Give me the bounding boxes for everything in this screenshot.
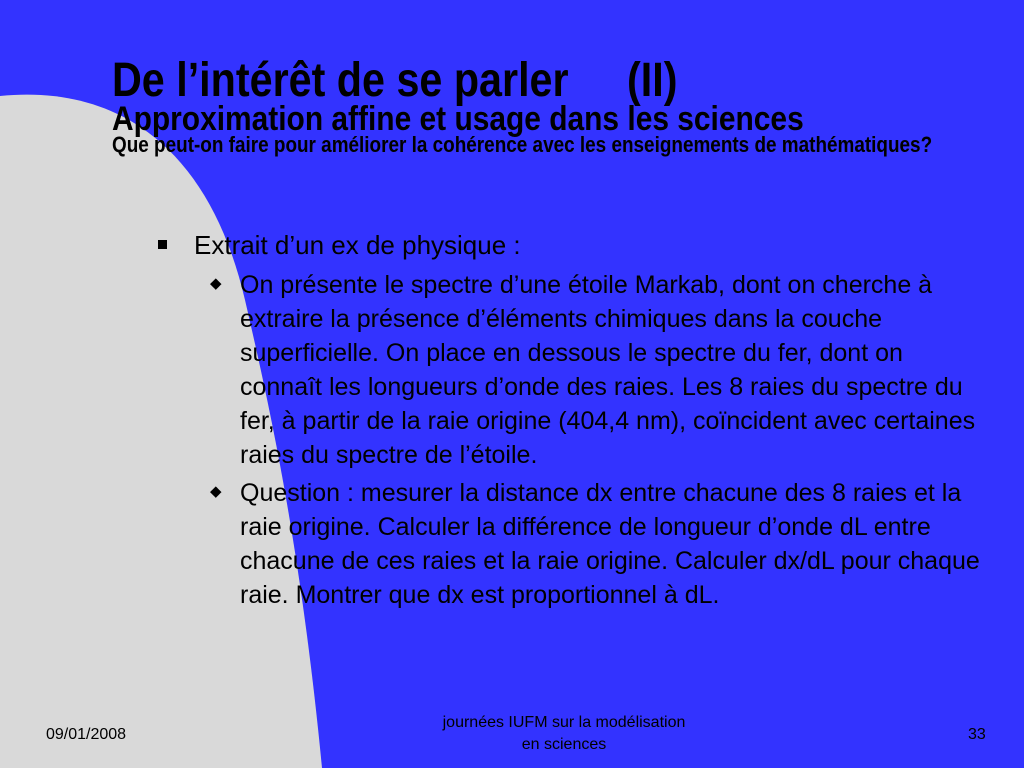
diamond-bullet-icon: ◆ (210, 275, 222, 292)
bullet-level1-text: Extrait d’un ex de physique : (194, 230, 521, 260)
sub-bullet-list (196, 268, 990, 612)
slide-footer (0, 708, 1024, 768)
sub-bullet-item (196, 268, 980, 472)
slide-title-main: De l’intérêt de se parler (112, 54, 569, 107)
footer-center-line2: en sciences (521, 736, 607, 753)
footer-center (408, 712, 720, 756)
sub-bullet-text: On présente le spectre d’une étoile Markab, dont on cherche à extraire la présence d’éléments chimiques dans la couche superficielle. On place en dessous le spectre du fer, dont on connaît les longueurs d’onde des raies. Les 8 raies du spectre du fer, à partir de la raie origine (404,4 nm), coïncident avec certaines raies du spectre de l’étoile. (240, 271, 976, 469)
footer-center-line1: journées IUFM sur la modélisation (442, 714, 686, 731)
slide-content (150, 228, 990, 616)
slide-subtitle: Approximation affine et usage dans les sciences (112, 100, 804, 138)
sub-bullet-text: Question : mesurer la distance dx entre chacune des 8 raies et la raie origine. Calculer la différence de longueur d’onde dL entre chacune de ces raies et la raie origine. Calculer dx/dL pour chaque raie. Montrer que dx est proportionnel à dL. (240, 479, 980, 609)
diamond-bullet-icon: ◆ (210, 483, 222, 500)
title-block (112, 54, 992, 156)
bullet-level1 (150, 228, 990, 262)
footer-page-number: 33 (968, 726, 986, 743)
sub-bullet-item (196, 476, 980, 612)
slide-title-roman: (II) (627, 54, 678, 107)
square-bullet-icon (158, 240, 167, 249)
footer-date: 09/01/2008 (46, 726, 127, 743)
slide-subsubtitle: Que peut-on faire pour améliorer la cohérence avec les enseignements de mathématiques? (112, 132, 933, 157)
